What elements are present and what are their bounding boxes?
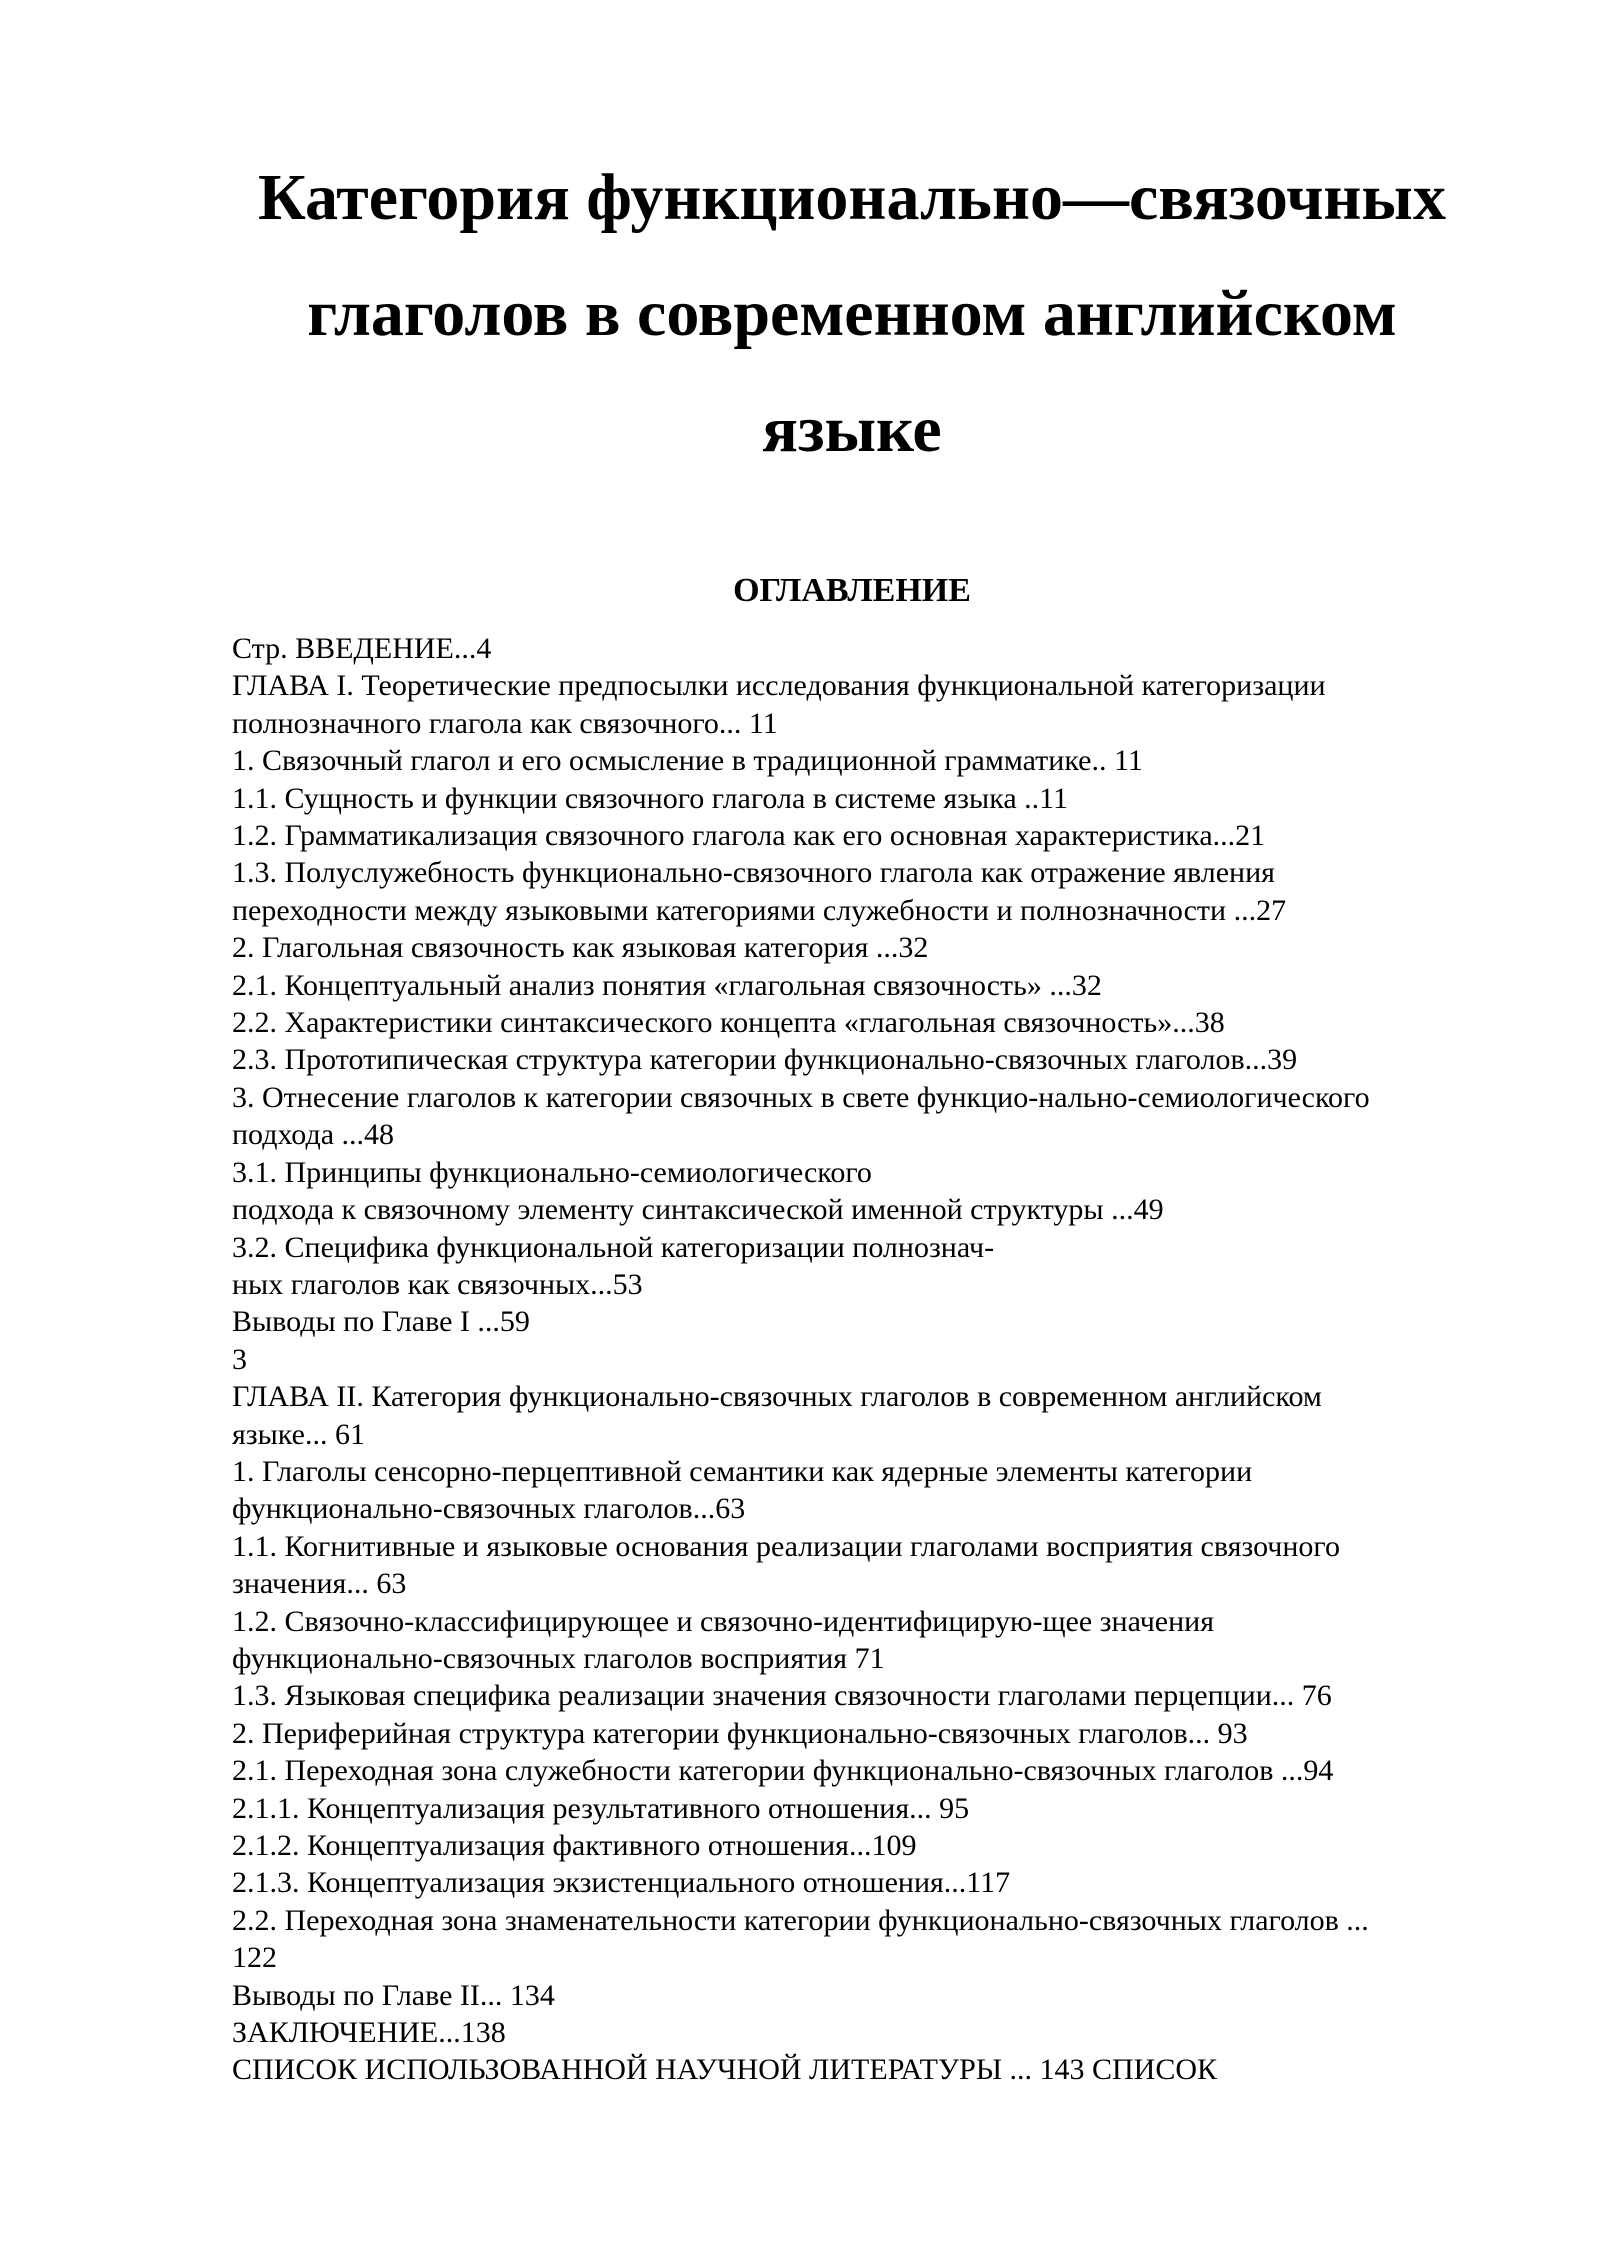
toc-line: 3.1. Принципы функционально-семиологического — [232, 1155, 872, 1189]
toc-line: 2. Глагольная связочность как языковая категория ...32 — [232, 931, 929, 965]
toc-line: переходности между языковыми категориями служебности и полнозначности ...27 — [232, 893, 1287, 927]
toc-line: подхода ...48 — [232, 1118, 395, 1152]
toc-line: 1.1. Сущность и функции связочного глагола в системе языка ..11 — [232, 781, 1069, 815]
toc-line: 2.1. Концептуальный анализ понятия «глагольная связочность» ...32 — [232, 968, 1102, 1002]
table-of-contents — [232, 630, 1492, 2089]
toc-line: функционально-связочных глаголов восприятия 71 — [232, 1641, 885, 1675]
toc-line: 1. Связочный глагол и его осмысление в традиционной грамматике.. 11 — [232, 744, 1143, 778]
toc-line: ных глаголов как связочных...53 — [232, 1267, 643, 1301]
toc-line: языке... 61 — [232, 1417, 365, 1451]
toc-line: Выводы по Главе II... 134 — [232, 1978, 555, 2012]
toc-line: ГЛАВА I. Теоретические предпосылки исследования функциональной категоризации — [232, 669, 1326, 703]
toc-line: 2.1. Переходная зона служебности категории функционально-связочных глаголов ...94 — [232, 1754, 1334, 1788]
toc-line: СПИСОК ИСПОЛЬЗОВАННОЙ НАУЧНОЙ ЛИТЕРАТУРЫ ... 143 СПИСОК — [232, 2053, 1218, 2087]
toc-line: 2.1.1. Концептуализация результативного отношения... 95 — [232, 1791, 970, 1825]
toc-line: 1.3. Полуслужебность функционально-связочного глагола как отражение явления — [232, 856, 1275, 890]
toc-line: функционально-связочных глаголов...63 — [232, 1492, 746, 1526]
toc-line: 1. Глаголы сенсорно-перцептивной семантики как ядерные элементы категории — [232, 1454, 1253, 1488]
toc-line: 2.2. Переходная зона знаменательности категории функционально-связочных глаголов ... — [232, 1903, 1369, 1937]
toc-line: 1.1. Когнитивные и языковые основания реализации глаголами восприятия связочного — [232, 1529, 1340, 1563]
toc-line: 2.3. Прототипическая структура категории функционально-связочных глаголов...39 — [232, 1043, 1298, 1077]
toc-line: подхода к связочному элементу синтаксической именной структуры ...49 — [232, 1193, 1164, 1227]
toc-line: 2.2. Характеристики синтаксического концепта «глагольная связочность»...38 — [232, 1006, 1225, 1040]
toc-line: 1.2. Грамматикализация связочного глагола как его основная характеристика...21 — [232, 819, 1266, 853]
toc-line: 3 — [232, 1342, 247, 1376]
toc-line: ГЛАВА II. Категория функционально-связочных глаголов в современном английском — [232, 1380, 1322, 1414]
toc-line: 3.2. Специфика функциональной категоризации полнознач- — [232, 1230, 995, 1264]
toc-line: 2.1.3. Концептуализация экзистенциального отношения...117 — [232, 1866, 1011, 1900]
toc-line: значения... 63 — [232, 1567, 407, 1601]
toc-line: ЗАКЛЮЧЕНИЕ...138 — [232, 2016, 506, 2050]
toc-line: 1.3. Языковая специфика реализации значения связочности глаголами перцепции... 76 — [232, 1679, 1332, 1713]
title-line: глаголов в современном английском — [307, 277, 1397, 350]
toc-line: Стр. ВВЕДЕНИЕ...4 — [232, 632, 492, 665]
toc-line: Выводы по Главе I ...59 — [232, 1305, 530, 1339]
title-line: Категория функционально—связочных — [258, 161, 1446, 234]
toc-line: полнозначного глагола как связочного... 11 — [232, 706, 778, 740]
title-line: языке — [762, 393, 942, 466]
toc-line: 2.1.2. Концептуализация фактивного отношения...109 — [232, 1829, 917, 1862]
document-title — [232, 140, 1472, 488]
toc-line: 1.2. Связочно-классифицирующее и связочно-идентифицирую-щее значения — [232, 1604, 1215, 1638]
toc-line: 3. Отнесение глаголов к категории связочных в свете функцио-нально-семиологического — [232, 1080, 1370, 1114]
toc-heading: ОГЛАВЛЕНИЕ — [733, 572, 971, 609]
toc-line: 2. Периферийная структура категории функционально-связочных глаголов... 93 — [232, 1716, 1248, 1750]
toc-line: 122 — [232, 1941, 277, 1975]
